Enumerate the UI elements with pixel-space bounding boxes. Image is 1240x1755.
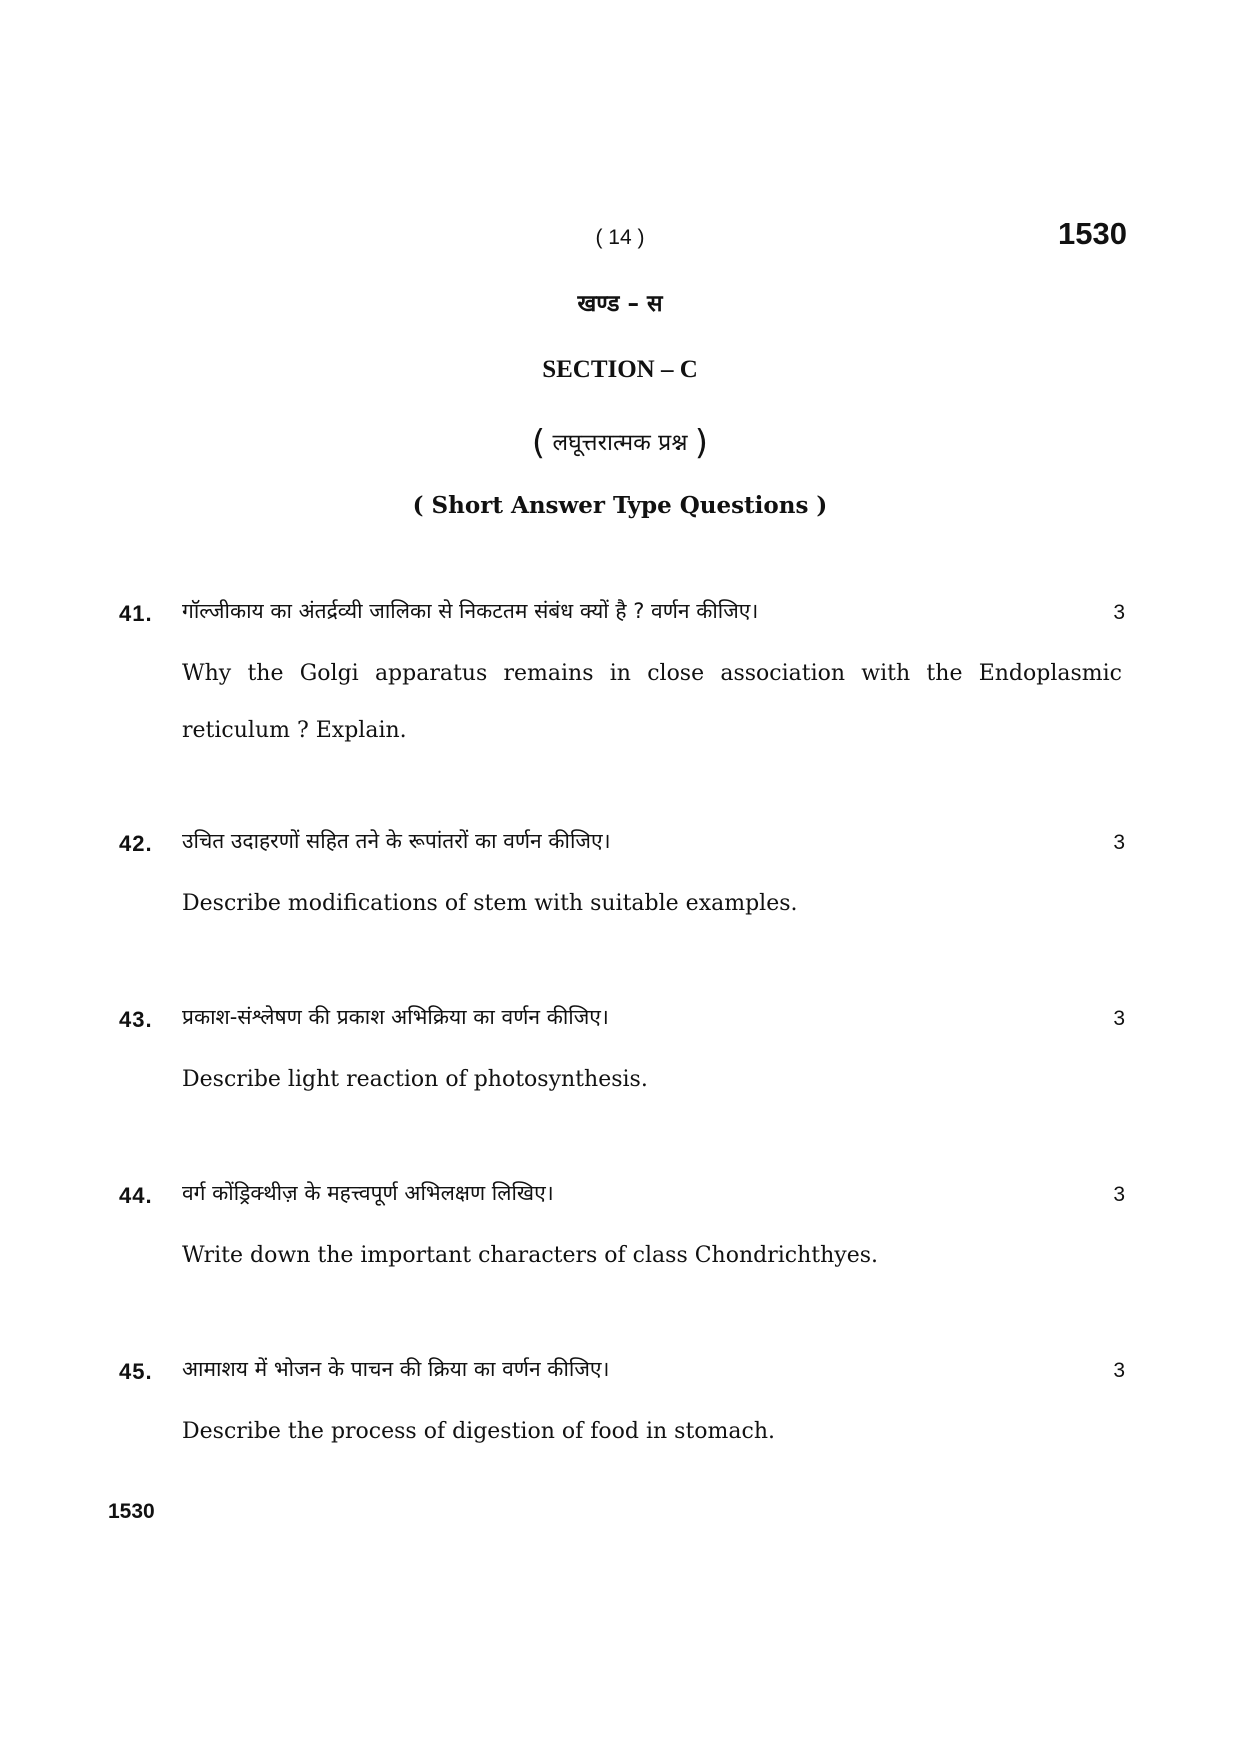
paper-code-header: 1530 [1058, 216, 1127, 251]
question-number: 42. [119, 831, 153, 856]
close-paren: ) [694, 423, 709, 463]
question-english: Describe light reaction of photosynthesis. [182, 1067, 648, 1092]
question-hindi: उचित उदाहरणों सहित तने के रूपांतरों का वर्णन कीजिए। [182, 829, 611, 853]
page-number: ( 14 ) [595, 226, 645, 249]
paper-code-footer: 1530 [108, 1500, 155, 1523]
question-number: 41. [119, 601, 153, 626]
open-paren: ( [531, 423, 546, 463]
question-english: Write down the important characters of class Chondrichthyes. [182, 1243, 879, 1268]
question-hindi: वर्ग कोंड्रिक्थीज़ के महत्त्वपूर्ण अभिलक्षण लिखिए। [182, 1181, 554, 1205]
question-hindi: आमाशय में भोजन के पाचन की क्रिया का वर्णन कीजिए। [182, 1357, 610, 1381]
question-number: 45. [119, 1359, 153, 1384]
question-hindi: प्रकाश-संश्लेषण की प्रकाश अभिक्रिया का वर्णन कीजिए। [182, 1005, 609, 1029]
question-marks: 3 [1113, 831, 1125, 854]
question-marks: 3 [1113, 1007, 1125, 1030]
section-subtitle-hindi-text: लघूत्तरात्मक प्रश्न [552, 430, 688, 456]
question-english: Describe the process of digestion of food in stomach. [182, 1419, 776, 1444]
question-marks: 3 [1113, 601, 1125, 624]
question-marks: 3 [1113, 1359, 1125, 1382]
question-english: Describe modifications of stem with suitable examples. [182, 891, 798, 916]
question-english: Why the Golgi apparatus remains in close association with the Endoplasmic reticulum ? Explain. [182, 661, 1122, 743]
question-hindi: गॉल्जीकाय का अंतर्द्रव्यी जालिका से निकटतम संबंध क्यों है ? वर्णन कीजिए। [182, 599, 759, 623]
section-title-hindi: खण्ड – स [577, 291, 663, 317]
section-subtitle-hindi [0, 423, 1240, 463]
question-marks: 3 [1113, 1183, 1125, 1206]
question-number: 44. [119, 1183, 153, 1208]
section-title: SECTION – C [542, 356, 698, 383]
question-number: 43. [119, 1007, 153, 1032]
section-subtitle: ( Short Answer Type Questions ) [412, 492, 828, 519]
